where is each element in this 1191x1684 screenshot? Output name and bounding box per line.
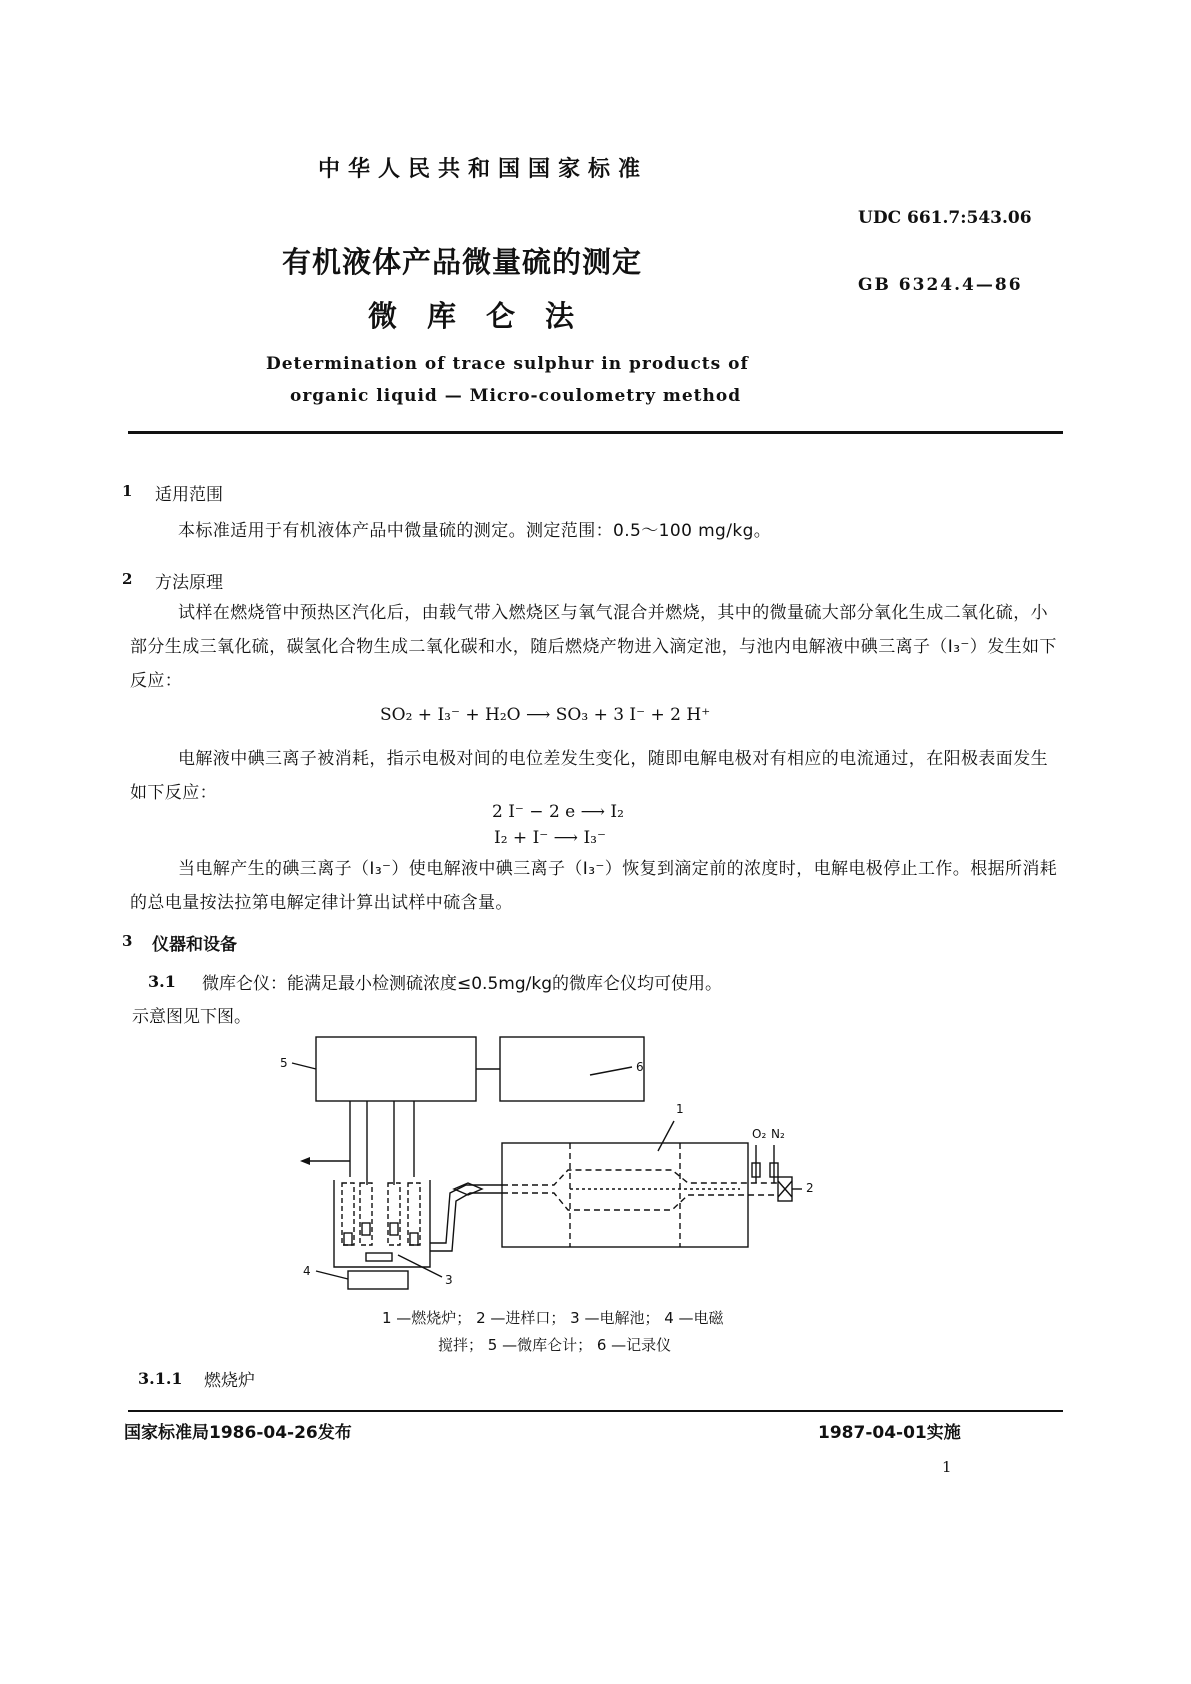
title-divider bbox=[128, 431, 1063, 434]
issue-date: 国家标准局1986-04-26发布 bbox=[124, 1423, 352, 1443]
figure-label-o2: O₂ bbox=[752, 1127, 767, 1141]
udc-code: UDC 661.7:543.06 bbox=[858, 208, 1032, 228]
gb-code: GB 6324.4—86 bbox=[858, 275, 1023, 295]
section-3-1-number: 3.1 bbox=[148, 972, 176, 991]
figure-label-1: 1 bbox=[676, 1102, 684, 1116]
figure-caption-line1: 1 —燃烧炉； 2 —进样口； 3 —电解池； 4 —电磁 bbox=[382, 1309, 724, 1327]
section-2-paragraph-2: 电解液中碘三离子被消耗，指示电极对间的电位差发生变化，随即电解电极对有相应的电流通过，在阳极表面发生如下反应： bbox=[130, 749, 1048, 803]
figure-reference: 示意图见下图。 bbox=[132, 1007, 251, 1027]
equation-1: SO₂ + I₃⁻ + H₂O ⟶ SO₃ + 3 I⁻ + 2 H⁺ bbox=[380, 705, 711, 725]
figure-label-6: 6 bbox=[636, 1060, 644, 1074]
section-3-number: 3 bbox=[122, 932, 133, 950]
figure-label-2: 2 bbox=[806, 1181, 814, 1195]
section-3-1-text: 微库仑仪：能满足最小检测硫浓度≤0.5mg/kg的微库仑仪均可使用。 bbox=[202, 974, 722, 994]
section-1-title: 适用范围 bbox=[155, 485, 223, 505]
figure-label-5: 5 bbox=[280, 1056, 288, 1070]
equation-3: I₂ + I⁻ ⟶ I₃⁻ bbox=[494, 828, 606, 848]
section-2-paragraph-3: 当电解产生的碘三离子（I₃⁻）使电解液中碘三离子（I₃⁻）恢复到滴定前的浓度时，电解电极停止工作。根据所消耗的总电量按法拉第电解定律计算出试样中硫含量。 bbox=[130, 859, 1058, 913]
section-2-number: 2 bbox=[122, 570, 133, 588]
stir-bar bbox=[366, 1253, 392, 1261]
section-3-1-1-title: 燃烧炉 bbox=[204, 1371, 255, 1391]
section-3-title: 仪器和设备 bbox=[152, 935, 237, 955]
title-cn-line2: 微库仑法 bbox=[368, 299, 605, 333]
equation-2: 2 I⁻ − 2 e ⟶ I₂ bbox=[492, 802, 624, 822]
section-3-1-1-number: 3.1.1 bbox=[138, 1369, 183, 1388]
figure-label-n2: N₂ bbox=[771, 1127, 785, 1141]
titration-cell bbox=[334, 1180, 430, 1267]
national-standard-header: 中华人民共和国国家标准 bbox=[318, 157, 649, 182]
section-2-paragraph-1: 试样在燃烧管中预热区汽化后，由载气带入燃烧区与氧气混合并燃烧，其中的微量硫大部分氧化生成二氧化硫，小部分生成三氧化硫，碳氢化合物生成二氧化碳和水，随后燃烧产物进入滴定池，与池内电解液中碘三离子（I₃⁻）发生如下反应： bbox=[130, 603, 1057, 691]
effective-date: 1987-04-01实施 bbox=[818, 1423, 961, 1443]
section-1-number: 1 bbox=[122, 482, 133, 500]
figure-caption-line2: 搅拌； 5 —微库仑计； 6 —记录仪 bbox=[438, 1336, 672, 1354]
page-number: 1 bbox=[942, 1458, 952, 1476]
section-2-title: 方法原理 bbox=[155, 573, 223, 593]
title-cn-line1: 有机液体产品微量硫的测定 bbox=[282, 245, 643, 279]
magnetic-stirrer bbox=[348, 1271, 408, 1289]
section-1-text: 本标准适用于有机液体产品中微量硫的测定。测定范围：0.5～100 mg/kg。 bbox=[178, 521, 772, 541]
figure-label-4: 4 bbox=[303, 1264, 311, 1278]
microcoulometer-box bbox=[316, 1037, 476, 1101]
figure-label-3: 3 bbox=[445, 1273, 453, 1287]
title-en-line1: Determination of trace sulphur in products of bbox=[266, 354, 749, 374]
title-en-line2: organic liquid — Micro-coulometry method bbox=[290, 386, 742, 406]
apparatus-diagram bbox=[270, 1025, 830, 1300]
footer-divider bbox=[128, 1410, 1063, 1412]
